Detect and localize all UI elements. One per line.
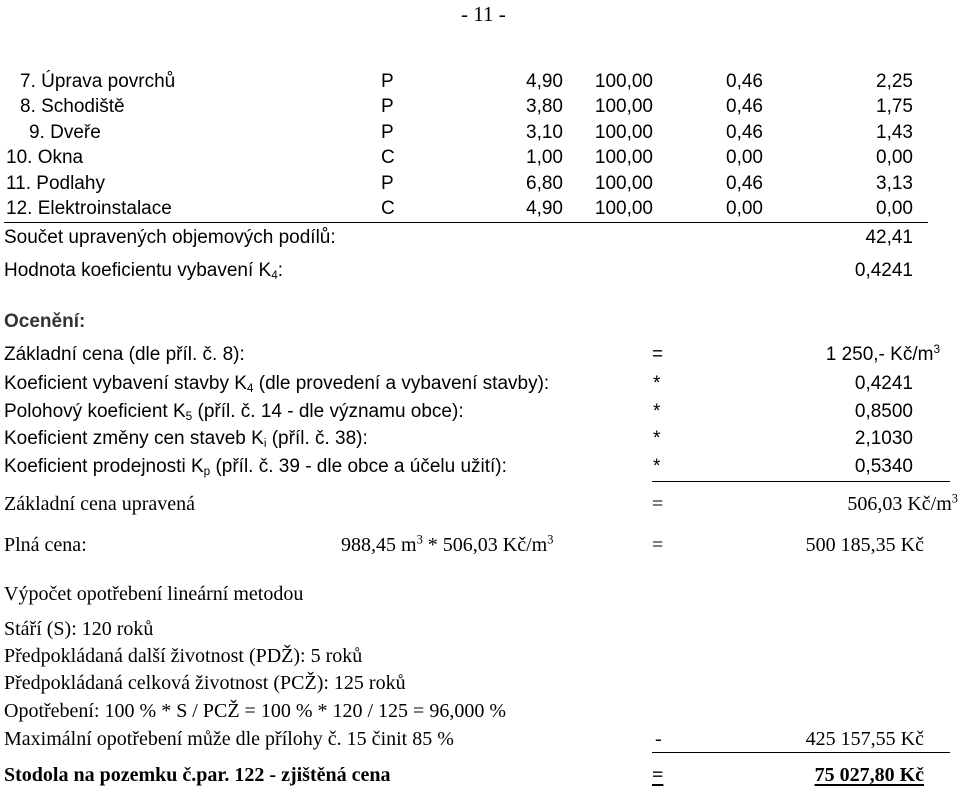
valuation-line-value: 0,5340: [854, 456, 913, 477]
row-type: P: [381, 96, 394, 117]
row-value-2: 100,00: [594, 198, 653, 219]
row-value-3: 0,46: [726, 96, 763, 117]
row-value-3: 0,46: [726, 122, 763, 143]
depreciation-heading: Výpočet opotřebení lineární metodou: [4, 583, 304, 605]
row-value-2: 100,00: [594, 122, 653, 143]
row-value-2: 100,00: [594, 96, 653, 117]
sum-label: Součet upravených objemových podílů:: [4, 227, 336, 248]
row-value-2: 100,00: [594, 147, 653, 168]
max-wear-value: 425 157,55 Kč: [805, 728, 924, 750]
row-value-1: 3,10: [526, 122, 563, 143]
adjusted-value: 506,03 $Kč/m^3$: [847, 491, 958, 515]
row-value-3: 0,46: [726, 173, 763, 194]
valuation-line-label: Koeficient změny cen staveb $K_i$ (příl. č. 38):: [4, 428, 368, 450]
k4-value: 0,4241: [854, 260, 913, 281]
valuation-line-op: *: [653, 373, 661, 394]
result-rule: [652, 752, 950, 753]
row-value-4: 3,13: [876, 173, 913, 194]
valuation-line-value: 0,8500: [854, 401, 913, 422]
adjusted-label: Základní cena upravená: [4, 493, 196, 515]
valuation-line-op: *: [653, 428, 661, 449]
max-wear-label: Maximální opotřebení může dle přílohy č. 15 činit 85 %: [4, 728, 454, 750]
row-value-4: 1,75: [876, 96, 913, 117]
row-value-2: 100,00: [594, 71, 653, 92]
row-value-1: 6,80: [526, 173, 563, 194]
remaining-life-line: Předpokládaná další životnost (PDŽ): 5 roků: [4, 645, 363, 667]
valuation-line-value: 0,4241: [854, 373, 913, 394]
row-name: 7. Úprava povrchů: [20, 71, 176, 92]
table-rule: [4, 222, 928, 223]
valuation-line-op: =: [652, 344, 664, 365]
valuation-line-label: Základní cena (dle příl. č. 8):: [4, 344, 245, 365]
valuation-line-label: Polohový koeficient $K_5$ (příl. č. 14 - dle významu obce):: [4, 401, 464, 423]
valuation-line-op: *: [653, 401, 661, 422]
row-value-1: 4,90: [526, 198, 563, 219]
row-value-1: 3,80: [526, 96, 563, 117]
row-type: P: [381, 71, 394, 92]
row-type: P: [381, 122, 394, 143]
total-life-line: Předpokládaná celková životnost (PCŽ): 125 roků: [4, 672, 406, 694]
page-number: - 11 -: [461, 2, 506, 26]
max-wear-op: -: [655, 728, 662, 750]
k4-label: Hodnota koeficientu vybavení $K_4$:: [4, 260, 284, 282]
row-type: P: [381, 173, 394, 194]
full-price-op: =: [652, 534, 664, 556]
row-value-1: 1,00: [526, 147, 563, 168]
full-price-label: Plná cena:: [4, 534, 87, 556]
adjusted-op: =: [652, 493, 664, 515]
result-label: Stodola na pozemku č.par. 122 - zjištěná cena: [4, 764, 391, 786]
sum-value: 42,41: [865, 227, 913, 248]
valuation-line-label: Koeficient prodejnosti $K_p$ (příl. č. 39 - dle obce a účelu užití):: [4, 456, 507, 478]
row-value-1: 4,90: [526, 71, 563, 92]
valuation-line-value: 1 250,- $Kč/m^3$: [825, 342, 940, 365]
row-value-3: 0,00: [726, 147, 763, 168]
row-name: 12. Elektroinstalace: [6, 198, 172, 219]
row-type: C: [381, 147, 395, 168]
valuation-line-op: *: [653, 456, 661, 477]
row-name: 11. Podlahy: [6, 173, 105, 194]
full-price-calc: 988,45 $m^3 * 506,03$ $Kč/m^3$: [341, 532, 554, 556]
subtotal-rule: [652, 481, 950, 482]
full-price-value: 500 185,35 Kč: [805, 534, 924, 556]
valuation-line-value: 2,1030: [854, 428, 913, 449]
age-line: Stáří (S): 120 roků: [4, 618, 154, 640]
row-value-3: 0,46: [726, 71, 763, 92]
row-value-4: 0,00: [876, 198, 913, 219]
row-type: C: [381, 198, 395, 219]
row-value-4: 0,00: [876, 147, 913, 168]
row-name: 10. Okna: [6, 147, 84, 168]
wear-line: Opotřebení: 100 % * S / PCŽ = 100 % * 120 / 125 = 96,000 %: [4, 700, 506, 722]
valuation-heading: Ocenění:: [4, 311, 86, 332]
row-name: 9. Dveře: [29, 122, 101, 143]
row-name: 8. Schodiště: [20, 96, 125, 117]
result-op: =: [652, 764, 664, 786]
result-value: 75 027,80 Kč: [814, 764, 924, 786]
valuation-line-label: Koeficient vybavení stavby $K_4$ (dle provedení a vybavení stavby):: [4, 373, 550, 395]
row-value-3: 0,00: [726, 198, 763, 219]
row-value-4: 2,25: [876, 71, 913, 92]
row-value-2: 100,00: [594, 173, 653, 194]
row-value-4: 1,43: [876, 122, 913, 143]
